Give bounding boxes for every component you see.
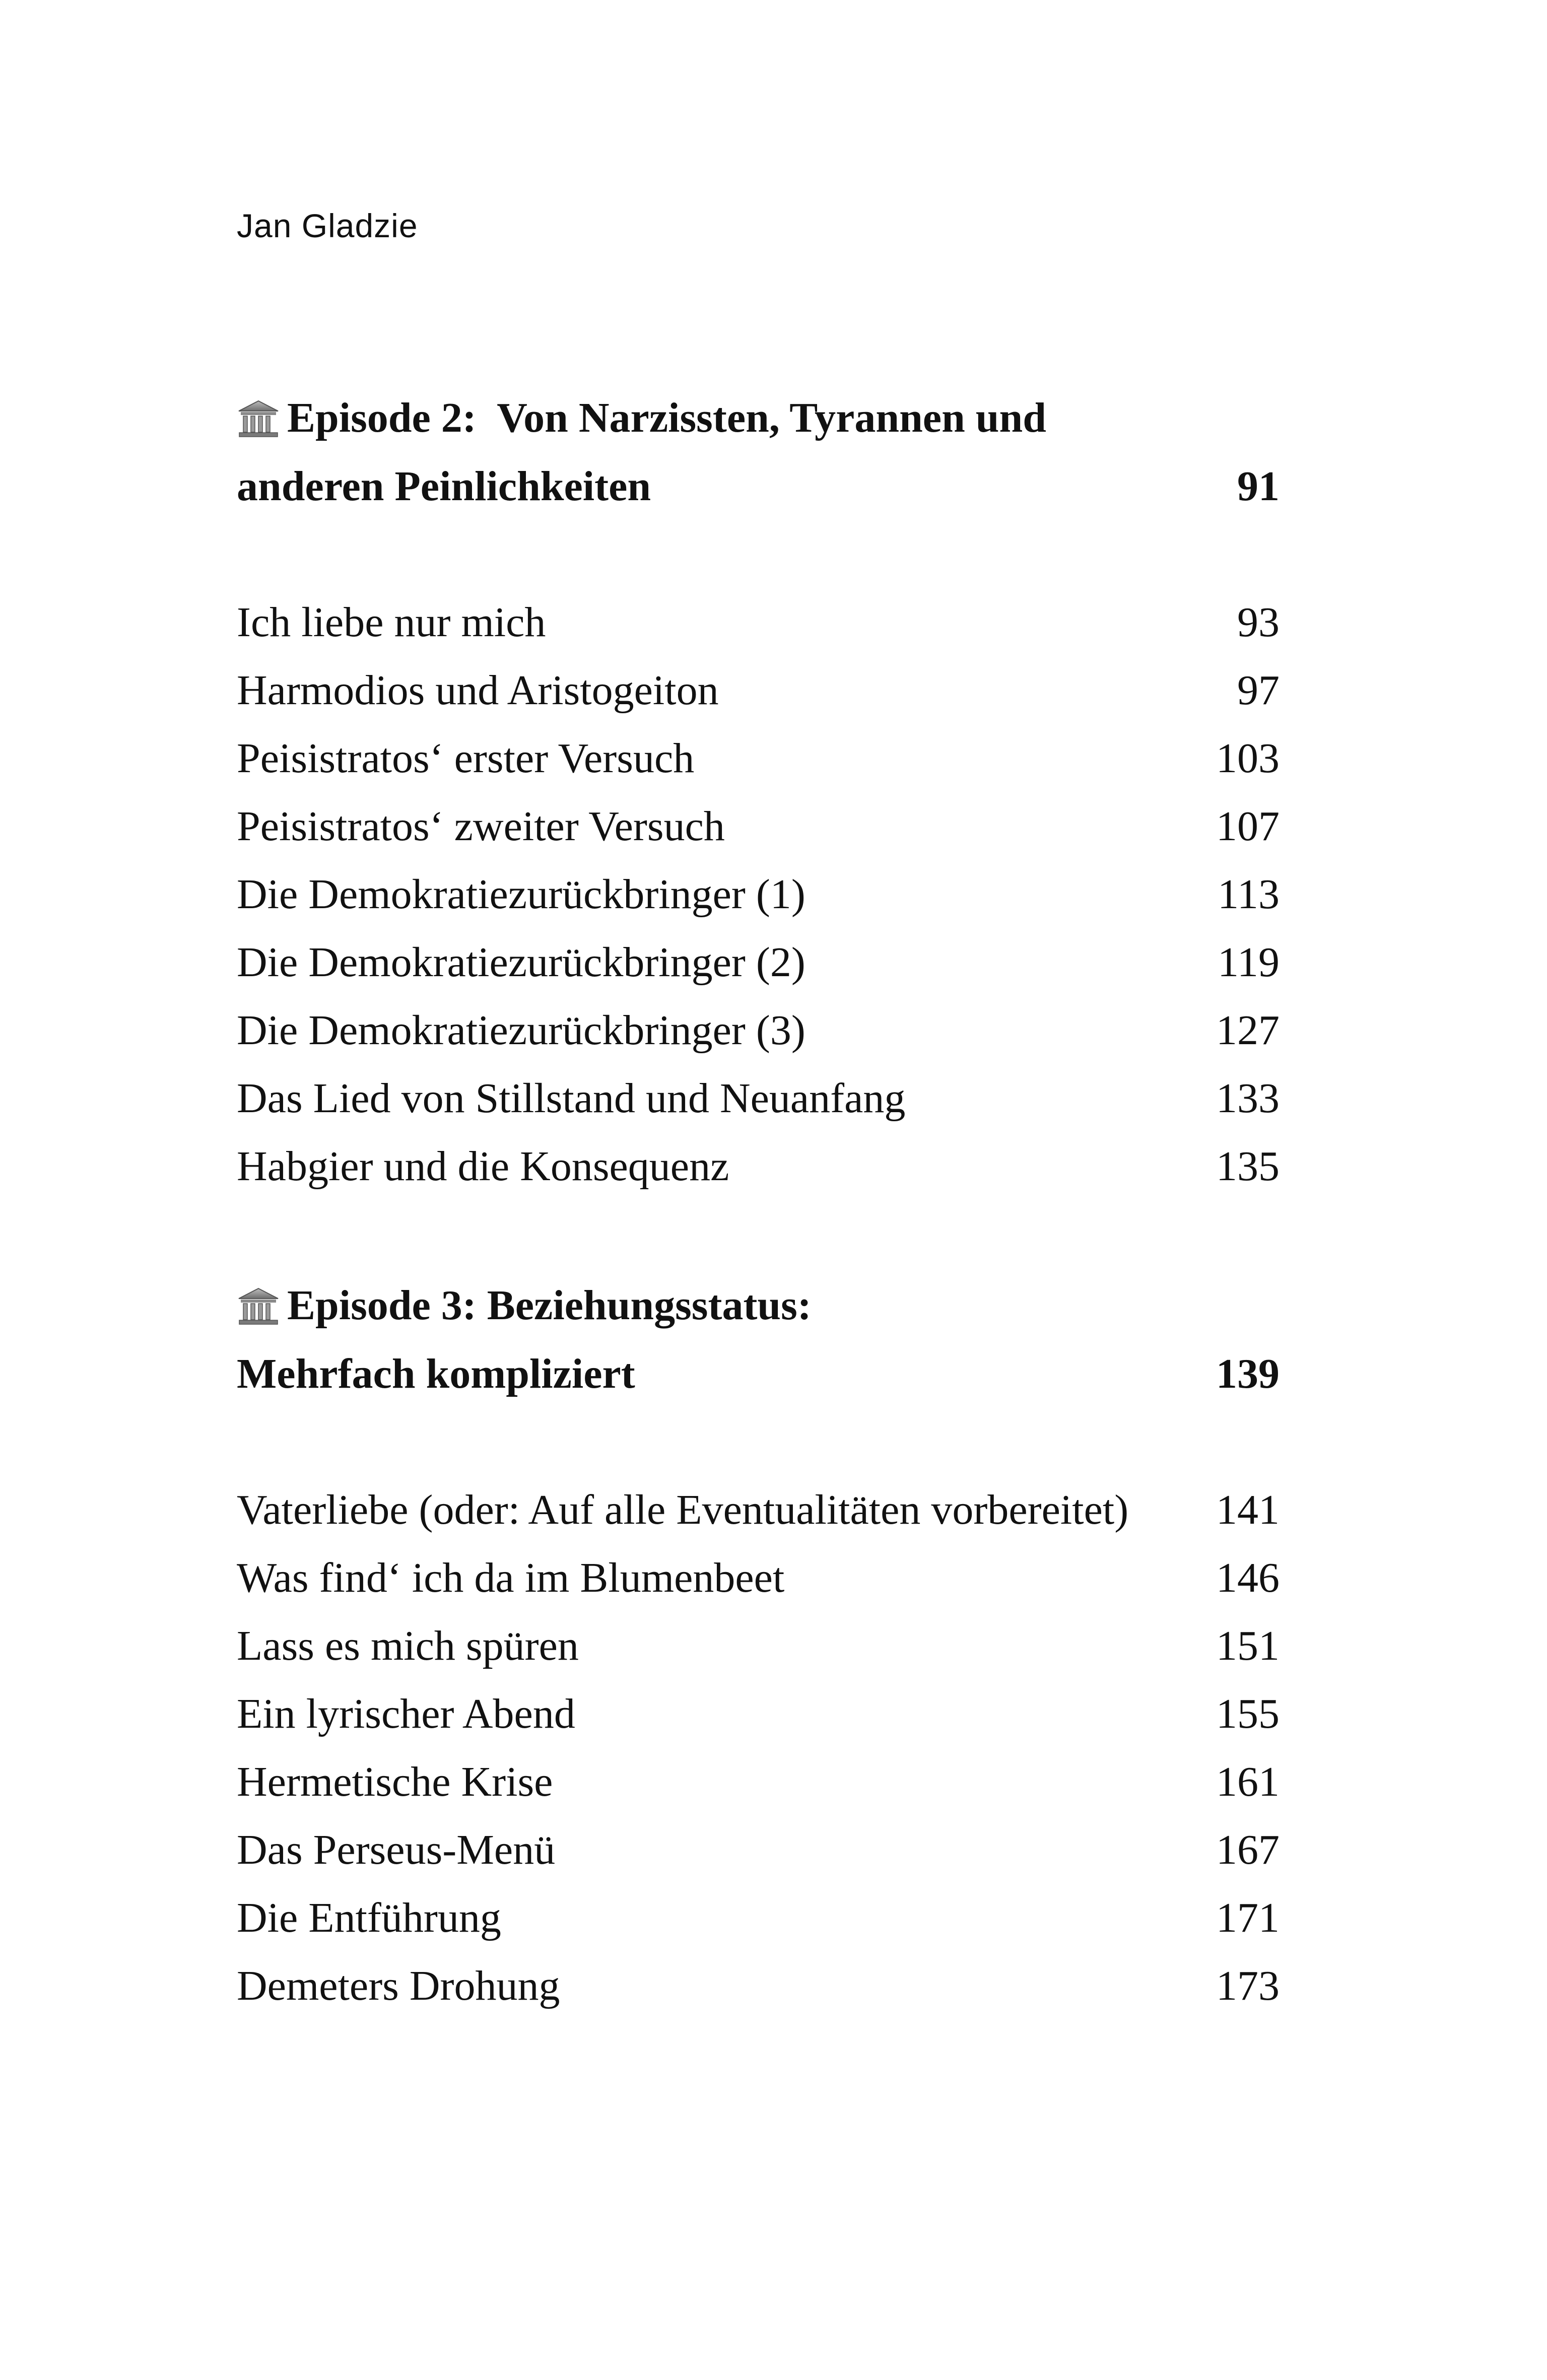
toc-entry-page: 151 [1216,1622,1280,1669]
classical-building-icon [237,1286,280,1327]
episode-heading-line2 [237,452,1280,521]
episode-title-line1: Episode 2: Von Narzissten, Tyrannen und [287,394,1046,441]
toc-entry-page: 167 [1216,1826,1280,1873]
toc-entry-title: Die Demokratiezurückbringer (3) [237,1007,805,1054]
toc-entry-title: Peisistratos‘ zweiter Versuch [237,803,725,850]
toc-entry-title: Die Demokratiezurückbringer (2) [237,939,805,986]
chapter-list [237,588,1280,1200]
episode-title-line2: anderen Peinlichkeiten [237,463,651,510]
toc-entry-title: Das Perseus-Menü [237,1826,556,1873]
episode-page-number: 139 [1216,1350,1280,1397]
toc-entry [237,1680,1280,1748]
toc-entry-title: Die Entführung [237,1894,501,1941]
toc-entry [237,1748,1280,1816]
toc-entry [237,1612,1280,1680]
toc-entry-title: Was find‘ ich da im Blumenbeet [237,1554,785,1601]
toc-entry [237,1952,1280,2020]
chapter-list [237,1476,1280,2020]
toc-entry-title: Ein lyrischer Abend [237,1690,575,1737]
toc-entry-page: 146 [1216,1554,1280,1601]
toc-entry-page: 173 [1216,1962,1280,2009]
toc-entry-page: 113 [1218,871,1280,918]
toc-entry-title: Vaterliebe (oder: Auf alle Eventualitäten vorbereitet) [237,1486,1129,1533]
toc-entry-page: 135 [1216,1143,1280,1190]
toc-entry-page: 171 [1216,1894,1280,1941]
toc-entry-page: 107 [1216,803,1280,850]
toc-entry [237,1816,1280,1884]
toc-entry-title: Ich liebe nur mich [237,599,546,646]
toc-entry-title: Habgier und die Konsequenz [237,1143,729,1190]
episode-heading-line2 [237,1340,1280,1408]
toc-entry [237,1884,1280,1952]
toc-entry-page: 161 [1216,1758,1280,1805]
toc-entry [237,860,1280,928]
episode-title-line1: Episode 3: Beziehungsstatus: [287,1282,812,1329]
episode-page-number: 91 [1237,463,1280,510]
toc-entry-title: Das Lied von Stillstand und Neuanfang [237,1075,906,1122]
toc-entry-page: 97 [1237,667,1280,714]
toc-entry-title: Hermetische Krise [237,1758,553,1805]
toc-entry [237,1476,1280,1544]
toc-entry [237,928,1280,996]
toc-entry-page: 133 [1216,1075,1280,1122]
toc-entry [237,792,1280,860]
toc-entry-page: 93 [1237,599,1280,646]
toc-entry [237,1132,1280,1200]
episode-heading-line1 [237,384,1280,452]
toc-entry-page: 155 [1216,1690,1280,1737]
toc-entry [237,588,1280,656]
running-head-author: Jan Gladzie [237,207,418,244]
toc-entry-page: 141 [1216,1486,1280,1533]
episode-title-line2: Mehrfach kompliziert [237,1350,635,1397]
toc-entry [237,1064,1280,1132]
toc-entry [237,996,1280,1064]
episode-heading-line1 [237,1271,1280,1340]
classical-building-icon [237,399,280,439]
toc-entry [237,1544,1280,1612]
toc-entry-title: Harmodios und Aristogeiton [237,667,719,714]
toc-entry-title: Lass es mich spüren [237,1622,579,1669]
toc-entry-page: 119 [1218,939,1280,986]
toc-entry-page: 103 [1216,735,1280,782]
toc-entry [237,724,1280,792]
toc-entry-title: Die Demokratiezurückbringer (1) [237,871,805,918]
toc-entry-page: 127 [1216,1007,1280,1054]
toc-entry [237,656,1280,724]
toc-entry-title: Demeters Drohung [237,1962,560,2009]
toc-entry-title: Peisistratos‘ erster Versuch [237,735,695,782]
